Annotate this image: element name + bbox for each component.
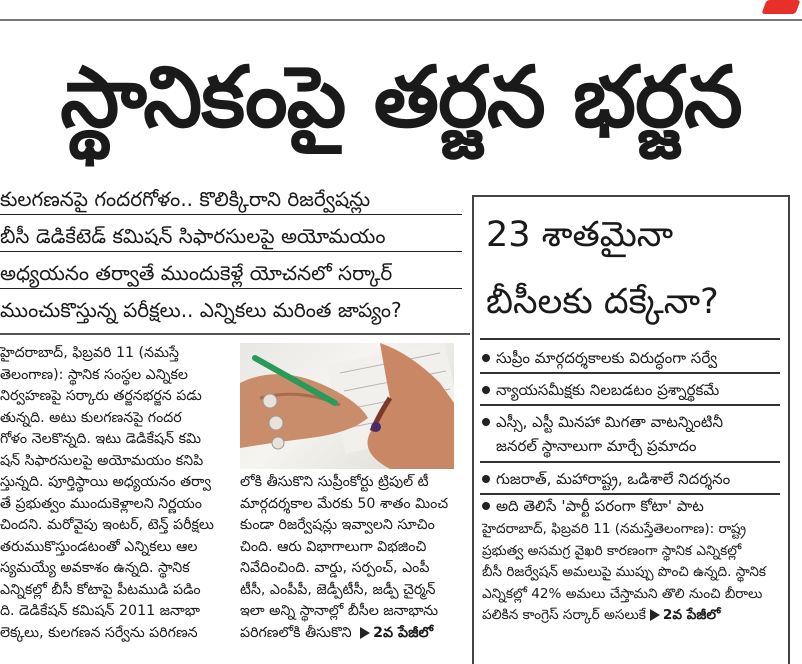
text-span: పలికిన కాంగ్రెస్ సర్కార్ అసలుకే [482, 607, 646, 623]
text-line: తరుముకొస్తుండటంతో ఎన్నికలు ఆల [0, 538, 198, 555]
arrow-right-icon [650, 609, 660, 621]
bullet-text: గుజరాత్, మహారాష్ట్ర, ఒడిశాలే నిదర్శనం [496, 470, 731, 488]
bullet-item-2 [482, 378, 782, 402]
text-line: కుండా రిజర్వేషన్లు ఇవ్వాలని సూచిం [240, 517, 435, 533]
kicker-line-1: కులగణనపై గందరగోళం.. కొలిక్కిరాని రిజర్వేషన్లు [0, 184, 462, 215]
section-divider [0, 333, 470, 335]
text-line: బీసీ రిజర్వేషన్ అమలుపై ముప్పు పొంచి ఉన్నది. స్థానిక [482, 564, 767, 580]
text-line: లెక్కలు, కులగణన సర్వేను పరిగణన [0, 624, 198, 641]
text-line: చింది. ఆరు విభాగాలుగా విభజించి [240, 538, 427, 555]
bullet-dot-icon [482, 386, 490, 394]
continued-page-ref: 2వ పేజీలో [373, 624, 434, 641]
box-rule [480, 404, 780, 406]
text-line: ది. డెడికేషన్ కమిషన్ 2011 జనాభా [0, 603, 200, 619]
bullet-dot-icon [482, 502, 490, 510]
bullet-item-5 [482, 494, 782, 518]
text-line [482, 605, 782, 627]
text-line: తే ప్రభుత్వం ముందుకెళ్లాలని నిర్ణయం [0, 495, 202, 512]
box-rule [480, 372, 780, 374]
bullet-text: ఎస్సీ, ఎస్టీ మినహా మిగతా వాటన్నింటినీ [496, 413, 724, 431]
text-line: ఎన్నికల్లో బీసీ కోటాపై పీటముడి పడిం [0, 581, 201, 598]
box-rule [480, 461, 780, 463]
text-line: చిందని. మరోవైపు ఇంటర్, టెన్త్ పరీక్షలు [0, 517, 214, 533]
text-line: నిర్వహణపై సర్కారు తర్జనభర్జన పడు [0, 388, 202, 404]
text-line: హైదరాబాద్, ఫిబ్రవరి 11 (నమస్తేతెలంగాణ): రాష్ట్ర [482, 521, 747, 537]
box-body-text [482, 519, 782, 627]
text-line: షన్ సిఫారసులపై అయోమయం కనిపి [0, 452, 204, 469]
bullet-text: న్యాయసమీక్షకు నిలబడటం ప్రశ్నార్థకమే [496, 381, 720, 399]
kicker-line-4: ముంచుకొస్తున్న పరీక్షలు.. ఎన్నికలు మరింత జాప్యం? [0, 298, 402, 322]
text-line: ఇలా అన్ని స్థానాల్లో బీసీల జనాభాను [240, 603, 439, 619]
bullet-dot-icon [482, 354, 490, 362]
arrow-right-icon [360, 627, 370, 639]
kicker-line-3: అధ్యయనం తర్వాతే ముందుకెళ్లే యోచనలో సర్కార్ [0, 258, 462, 289]
article-column-2 [240, 472, 466, 644]
bullet-item-3 [482, 410, 782, 434]
box-rule [480, 338, 780, 340]
bullet-text: సుప్రీం మార్గదర్శకాలకు విరుద్ధంగా సర్వే [496, 349, 718, 367]
continued-page-ref: 2వ పేజీలో [662, 607, 721, 623]
text-line [240, 623, 466, 645]
text-line: గోళం నెలకొన్నది. ఇటు డెడికేషన్ కమి [0, 431, 201, 447]
ballot-ink-photo [240, 343, 454, 469]
text-line: స్తున్నది. పూర్తిస్థాయి అధ్యయనం తర్వా [0, 474, 211, 490]
text-line: తున్నది. అటు కులగణనపై గందర [0, 409, 182, 426]
text-span: పరిగణలోకి తీసుకొని [240, 624, 352, 641]
bullet-dot-icon [482, 475, 490, 483]
text-line: తెలంగాణ): స్థానిక సంస్థల ఎన్నికల [0, 366, 188, 383]
kicker-line-2: బీసీ డెడికేటెడ్ కమిషన్ సిఫారసులపై అయోమయం [0, 221, 462, 252]
box-title-line-2: బీసీలకు దక్కేనా? [486, 282, 719, 322]
bullet-item-3-cont: జనరల్ స్థానాలుగా మార్చే ప్రమాదం [496, 437, 697, 455]
text-line: ప్రభుత్వ అసమగ్ర వైఖరి కారణంగా స్థానిక ఎన్నికల్లో [482, 542, 742, 559]
bullet-item-4 [482, 467, 782, 491]
headline: స్థానికంపై తర్జన భర్జన [60, 48, 742, 146]
text-line: స్యమయ్యే అవకాశం ఉన్నది. స్థానిక [0, 560, 190, 576]
bullet-text: అది తెలిసే 'పార్టీ పరంగా కోటా' పాట [496, 497, 704, 515]
bullet-dot-icon [482, 418, 490, 426]
article-column-1 [0, 343, 232, 644]
text-line: లోకి తీసుకొని సుప్రీంకోర్టు ట్రిపుల్ టీ [240, 474, 429, 490]
text-line: ఎన్నికల్లో 42% అమలు చేస్తామని తొలి నుంచి బీరాలు [482, 585, 763, 602]
bullet-item-1 [482, 346, 782, 370]
corner-red-mark [761, 0, 800, 14]
text-line: టీసీ, ఎంపీపీ, జెడ్పీటీసీ, జడ్పీ చైర్మన్ [240, 581, 436, 598]
box-title-line-1: 23 శాతమైనా [486, 215, 674, 255]
text-line: హైదరాబాద్, ఫిబ్రవరి 11 (నమస్తే [0, 345, 179, 361]
top-rule [0, 19, 802, 21]
text-line: నివేదించింది. వార్డు, సర్పంచ్, ఎంపీ [240, 560, 430, 576]
text-line: మార్గదర్శకాల మేరకు 50 శాతం మించ [240, 495, 449, 512]
